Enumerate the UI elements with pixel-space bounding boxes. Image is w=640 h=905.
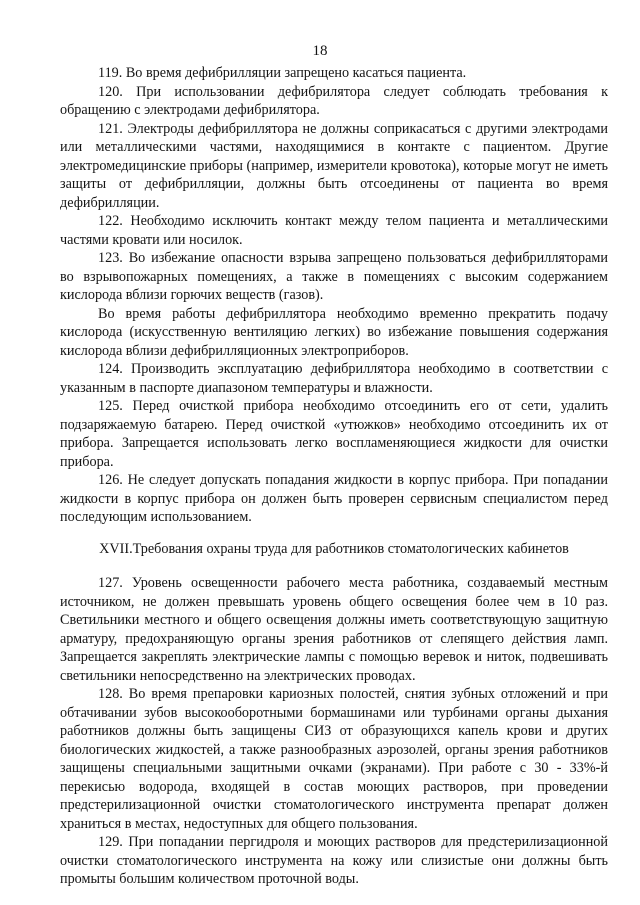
section-heading: XVII.Требования охраны труда для работников стоматологических кабинетов bbox=[99, 540, 569, 557]
paragraph-122: 122. Необходимо исключить контакт между телом пациента и металлическими частями кровати или носилок. bbox=[60, 213, 608, 248]
paragraph-125: 125. Перед очисткой прибора необходимо отсоединить его от сети, удалить подзаряжаемую батарею. Перед очисткой «утюжков» необходимо отсоединить их от прибора. Запрещается использовать легко воспламеняющиеся жидкости для очистки прибора. bbox=[60, 398, 608, 470]
paragraph-126: 126. Не следует допускать попадания жидкости в корпус прибора. При попадании жидкости в корпус прибора он должен быть проверен сервисным специалистом перед последующим использованием. bbox=[60, 472, 608, 525]
paragraph-129: 129. При попадании пергидроля и моющих растворов для предстерилизационной очистки стоматологического инструмента на кожу или слизистые они должны быть промыты большим количеством проточной воды. bbox=[60, 834, 608, 887]
paragraph-128: 128. Во время препаровки кариозных полостей, снятия зубных отложений и при обтачивании зубов высокооборотными бормашинами или турбинами органы дыхания работников должны быть защищены СИЗ от образующихся капель крови и других биологических жидкостей, а также разнообразных аэрозолей, органы зрения работников защищены специальными защитными очками (экранами). При работе с 30 - 33%-й перекисью водорода, входящей в состав моющих растворов, при проведении предстерилизационной очистки стоматологического инструмента препарат должен храниться в местах, недоступных для общего пользования. bbox=[60, 686, 608, 832]
page-number: 18 bbox=[312, 43, 328, 59]
document-body bbox=[60, 64, 608, 889]
paragraph-123: 123. Во избежание опасности взрыва запрещено пользоваться дефибрилляторами во взрывопожарных помещениях, а также в помещениях с высоким содержанием кислорода вблизи горючих веществ (газов). bbox=[60, 250, 608, 303]
paragraph-127: 127. Уровень освещенности рабочего места работника, создаваемый местным источником, не должен превышать уровень общего освещения более чем в 10 раз. Светильники местного и общего освещения должны иметь соответствующую защитную арматуру, предохраняющую органы зрения работников от слепящего действия ламп. Запрещается закреплять электрические лампы с помощью веревок и ниток, подвешивать светильники непосредственно на электрических проводах. bbox=[60, 575, 608, 684]
paragraph-120: 120. При использовании дефибрилятора следует соблюдать требования к обращению с электродами дефибрилятора. bbox=[60, 83, 608, 118]
paragraph-124: 124. Производить эксплуатацию дефибриллятора необходимо в соответствии с указанным в паспорте диапазоном температуры и влажности. bbox=[60, 361, 608, 396]
paragraph-119: 119. Во время дефибрилляции запрещено касаться пациента. bbox=[98, 65, 467, 81]
paragraph-123-continued: Во время работы дефибриллятора необходимо временно прекратить подачу кислорода (искусственную вентиляцию легких) во избежание повышения содержания кислорода вблизи дефибрилляционных электроприборов. bbox=[60, 305, 608, 359]
paragraph-121: 121. Электроды дефибриллятора не должны соприкасаться с другими электродами или металлическими частями, находящимися в контакте с пациентом. Другие электромедицинские приборы (например, измерители кровотока), которые могут не иметь защиты от дефибрилляции, должны быть отсоединены от пациента во время дефибрилляции. bbox=[60, 120, 608, 211]
